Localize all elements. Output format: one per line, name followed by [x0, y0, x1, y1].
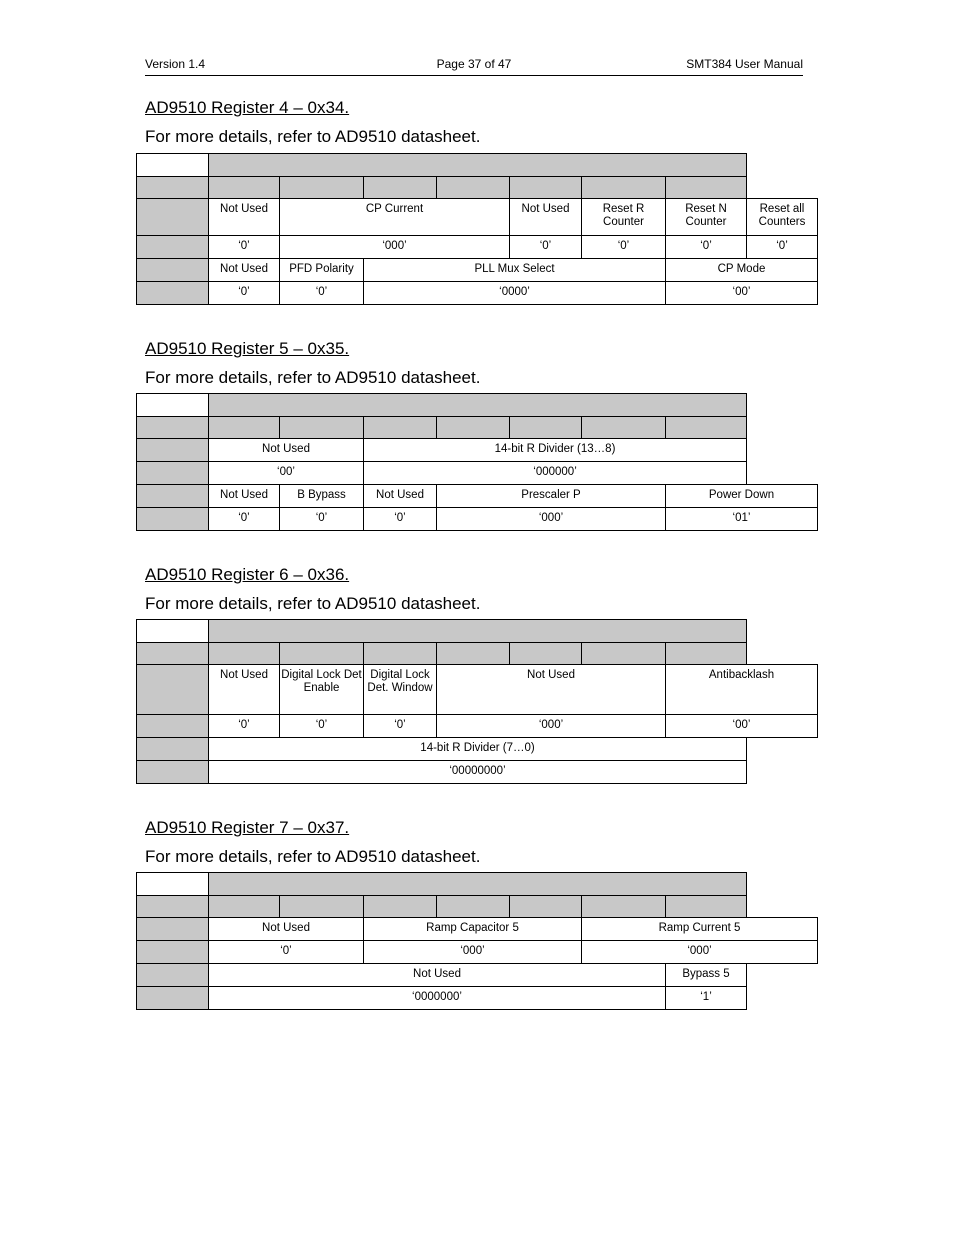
value-cell: ‘0’ — [209, 508, 280, 531]
field-cell: Ramp Capacitor 5 — [364, 918, 582, 941]
field-cell: Not Used — [209, 964, 666, 987]
value-cell: ‘0’ — [747, 236, 818, 259]
field-cell: PFD Polarity — [280, 259, 364, 282]
value-cell: ‘0’ — [280, 715, 364, 738]
value-cell: ‘000’ — [280, 236, 510, 259]
section-subtitle-reg4: For more details, refer to AD9510 datasheet. — [145, 127, 481, 146]
field-cell: Not Used — [209, 439, 364, 462]
value-cell: ‘0’ — [209, 715, 280, 738]
field-cell: Prescaler P — [437, 485, 666, 508]
register-table-reg7 — [136, 872, 818, 1010]
register-table-reg5 — [136, 393, 818, 531]
value-cell: ‘000’ — [582, 941, 818, 964]
field-cell: Power Down — [666, 485, 818, 508]
field-cell: Not Used — [437, 665, 666, 715]
value-cell: ‘0000’ — [364, 282, 666, 305]
header-version: Version 1.4 — [145, 57, 206, 71]
field-cell: Antibacklash — [666, 665, 818, 715]
field-cell: 14-bit R Divider (13…8) — [364, 439, 747, 462]
section-title-reg5: AD9510 Register 5 – 0x35. — [145, 339, 350, 358]
value-cell: ‘0’ — [510, 236, 582, 259]
section-title-reg4: AD9510 Register 4 – 0x34. — [145, 98, 350, 117]
field-cell: Reset R Counter — [582, 199, 666, 236]
value-cell: ‘0’ — [280, 282, 364, 305]
field-cell: B Bypass — [280, 485, 364, 508]
section-title-reg6: AD9510 Register 6 – 0x36. — [145, 565, 350, 584]
value-cell: ‘000’ — [437, 715, 666, 738]
field-cell: 14-bit R Divider (7…0) — [209, 738, 747, 761]
field-cell: Not Used — [510, 199, 582, 236]
value-cell: ‘000’ — [437, 508, 666, 531]
row-label-cell — [137, 199, 209, 236]
register-table-reg6 — [136, 619, 818, 784]
field-cell: PLL Mux Select — [364, 259, 666, 282]
value-cell: ‘0’ — [364, 715, 437, 738]
header-doc-title: SMT384 User Manual — [686, 57, 803, 71]
value-cell: ‘0000000’ — [209, 987, 666, 1010]
value-cell: ‘00’ — [666, 282, 818, 305]
page-header — [145, 57, 803, 76]
field-cell: Not Used — [364, 485, 437, 508]
value-cell: ‘00’ — [666, 715, 818, 738]
value-cell: ‘01’ — [666, 508, 818, 531]
field-cell: Not Used — [209, 199, 280, 236]
value-cell: ‘0’ — [209, 941, 364, 964]
table-header-bar — [209, 154, 747, 177]
field-cell: Reset N Counter — [666, 199, 747, 236]
value-cell: ‘1’ — [666, 987, 747, 1010]
field-cell: Not Used — [209, 259, 280, 282]
value-cell: ‘0’ — [364, 508, 437, 531]
value-cell: ‘00000000’ — [209, 761, 747, 784]
value-cell: ‘00’ — [209, 462, 364, 485]
value-cell: ‘000000’ — [364, 462, 747, 485]
value-cell: ‘0’ — [280, 508, 364, 531]
field-cell: Bypass 5 — [666, 964, 747, 987]
field-cell: Not Used — [209, 918, 364, 941]
section-subtitle-reg7: For more details, refer to AD9510 datasheet. — [145, 847, 481, 866]
header-page-number: Page 37 of 47 — [436, 57, 512, 71]
field-cell: CP Mode — [666, 259, 818, 282]
field-cell: Not Used — [209, 665, 280, 715]
section-subtitle-reg6: For more details, refer to AD9510 datasheet. — [145, 594, 481, 613]
value-cell: ‘0’ — [582, 236, 666, 259]
field-cell: Digital Lock Det Enable — [280, 665, 364, 715]
value-cell: ‘0’ — [209, 282, 280, 305]
register-table-reg4 — [136, 153, 818, 305]
value-cell: ‘0’ — [666, 236, 747, 259]
field-cell: Reset all Counters — [747, 199, 818, 236]
field-cell: Ramp Current 5 — [582, 918, 818, 941]
value-cell: ‘0’ — [209, 236, 280, 259]
value-cell: ‘000’ — [364, 941, 582, 964]
table-corner-cell — [137, 154, 209, 177]
field-cell: CP Current — [280, 199, 510, 236]
section-subtitle-reg5: For more details, refer to AD9510 datasheet. — [145, 368, 481, 387]
field-cell: Not Used — [209, 485, 280, 508]
field-cell: Digital Lock Det. Window — [364, 665, 437, 715]
section-title-reg7: AD9510 Register 7 – 0x37. — [145, 818, 350, 837]
